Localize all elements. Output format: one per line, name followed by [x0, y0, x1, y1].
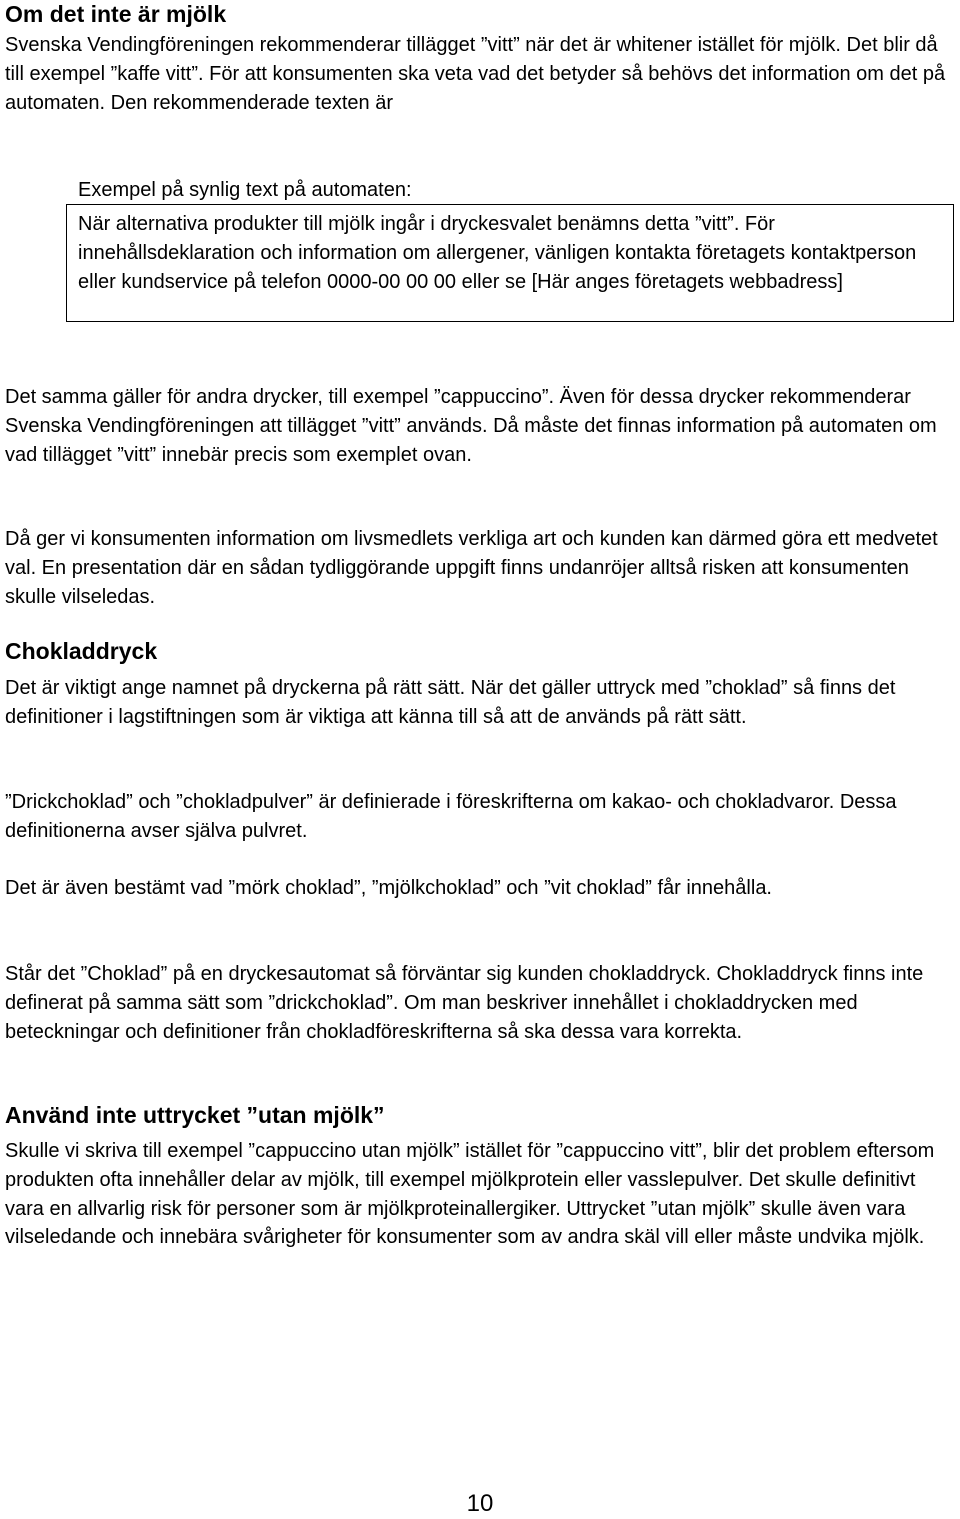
paragraph-mjolk-intro: Svenska Vendingföreningen rekommenderar tillägget ”vitt” när det är whitener istället för mjölk. Det blir då till exempel ”kaffe vitt”. För att konsumenten ska veta vad det betyder så behövs det information om det på automaten. Den rekommenderade texten är — [5, 34, 946, 114]
example-text-box: När alternativa produkter till mjölk ingår i dryckesvalet benämns detta ”vitt”. För innehållsdeklaration och information om allergener, vänligen kontakta företagets kontaktperson eller kundservice på telefon 0000-00 00 00 eller se [Här anges företagets webbadress] — [66, 204, 954, 322]
heading-utan-mjolk: Använd inte uttrycket ”utan mjölk” — [5, 1102, 385, 1128]
paragraph-konsument-information: Då ger vi konsumenten information om livsmedlets verkliga art och kunden kan därmed göra ett medvetet val. En presentation där en sådan tydliggörande uppgift finns undanröjer alltså risken att konsumenten skulle vilseledas. — [5, 528, 938, 608]
paragraph-drickchoklad: ”Drickchoklad” och ”chokladpulver” är definierade i föreskrifterna om kakao- och chokladvaror. Dessa definitionerna avser själva pulvret. — [5, 791, 897, 842]
paragraph-dryckesautomat: Står det ”Choklad” på en dryckesautomat så förväntar sig kunden chokladdryck. Chokladdryck finns inte definerat på samma sätt som ”drickchoklad”. Om man beskriver innehållet i chokladdrycken med beteckningar och definitioner från chokladföreskrifterna så ska dessa vara korrekta. — [5, 963, 924, 1043]
heading-om-det-inte-ar-mjolk: Om det inte är mjölk — [5, 1, 227, 27]
page-number: 10 — [466, 1490, 494, 1517]
heading-chokladdryck: Chokladdryck — [5, 638, 158, 664]
paragraph-cappuccino: Det samma gäller för andra drycker, till exempel ”cappuccino”. Även för dessa drycker rekommenderar Svenska Vendingföreningen att tillägget ”vitt” används. Då måste det finnas information på automaten om vad tillägget ”vitt” innebär precis som exemplet ovan. — [5, 386, 937, 466]
paragraph-choklad-namn: Det är viktigt ange namnet på dryckerna på rätt sätt. När det gäller uttryck med ”choklad” så finns det definitioner i lagstiftningen som är viktiga att känna till så att de används på rätt sätt. — [5, 677, 896, 728]
paragraph-utan-mjolk: Skulle vi skriva till exempel ”cappuccino utan mjölk” istället för ”cappuccino vitt”, blir det problem eftersom produkten ofta innehåller delar av mjölk, till exempel mjölkprotein eller vasslepulver. Det skulle definitivt vara en allvarlig risk för personer som är mjölkproteinallergiker. Uttrycket ”utan mjölk” skulle även vara vilseledande och innebära svårigheter för konsumenter som av andra skäl vill eller måste undvika mjölk. — [5, 1140, 935, 1249]
example-label: Exempel på synlig text på automaten: — [78, 179, 412, 201]
paragraph-mork-choklad: Det är även bestämt vad ”mörk choklad”, ”mjölkchoklad” och ”vit choklad” får innehålla. — [5, 877, 772, 899]
